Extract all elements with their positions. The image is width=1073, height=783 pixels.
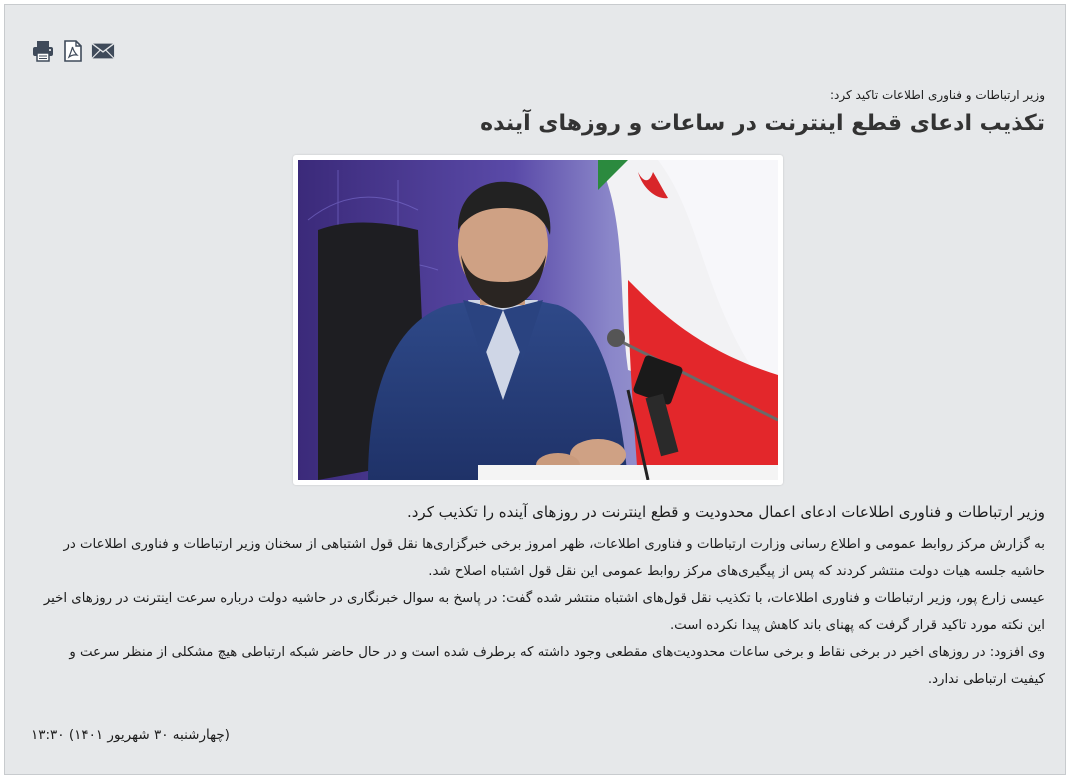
article-toolbar: [31, 39, 115, 63]
email-button[interactable]: [91, 39, 115, 63]
article-photo: [293, 155, 783, 485]
print-button[interactable]: [31, 39, 55, 63]
pdf-button[interactable]: [61, 39, 85, 63]
article-content: [31, 85, 1045, 743]
article-paragraph: عیسی زارع پور، وزیر ارتباطات و فناوری اطلاعات، با تکذیب نقل قول‌های اشتباه منتشر شده گفت: در پاسخ به سوال خبرنگاری در حاشیه دولت درباره سرعت اینترنت در روزهای اخیر این نکته مورد تاکید قرار گرفت که پهنای باند کاهش پیدا نکرده است.: [43, 591, 1045, 633]
article-date-row: [31, 693, 1045, 743]
article-lead: وزیر ارتباطات و فناوری اطلاعات ادعای اعمال محدودیت و قطع اینترنت در روزهای آینده را تکذیب کرد.: [406, 503, 1045, 521]
article-body: [31, 531, 1045, 693]
email-icon: [91, 41, 115, 61]
article-date: (چهارشنبه ۳۰ شهریور ۱۴۰۱) ۱۳:۳۰: [31, 727, 230, 743]
article-headline: تکذیب ادعای قطع اینترنت در ساعات و روزهای آینده: [480, 111, 1045, 136]
article-panel: [4, 4, 1066, 775]
article-paragraph: وی افزود: در روزهای اخیر در برخی نقاط و برخی ساعات محدودیت‌های مقطعی وجود داشته که برطرف شده است و در حال حاضر شبکه ارتباطی هیچ مشکلی از منظر سرعت و کیفیت ارتباطی ندارد.: [69, 645, 1045, 687]
print-icon: [32, 40, 54, 62]
article-paragraph: به گزارش مرکز روابط عمومی و اطلاع رسانی وزارت ارتباطات و فناوری اطلاعات، ظهر امروز برخی خبرگزاری‌ها نقل قول اشتباهی از سخنان وزیر ارتباطات و فناوری اطلاعات در حاشیه جلسه هیات دولت منتشر کردند که پس از پیگیری‌های مرکز روابط عمومی این نقل قول اشتباه اصلاح شد.: [63, 537, 1045, 579]
pdf-icon: [63, 40, 83, 62]
article-subtitle: وزیر ارتباطات و فناوری اطلاعات تاکید کرد:: [830, 88, 1045, 102]
